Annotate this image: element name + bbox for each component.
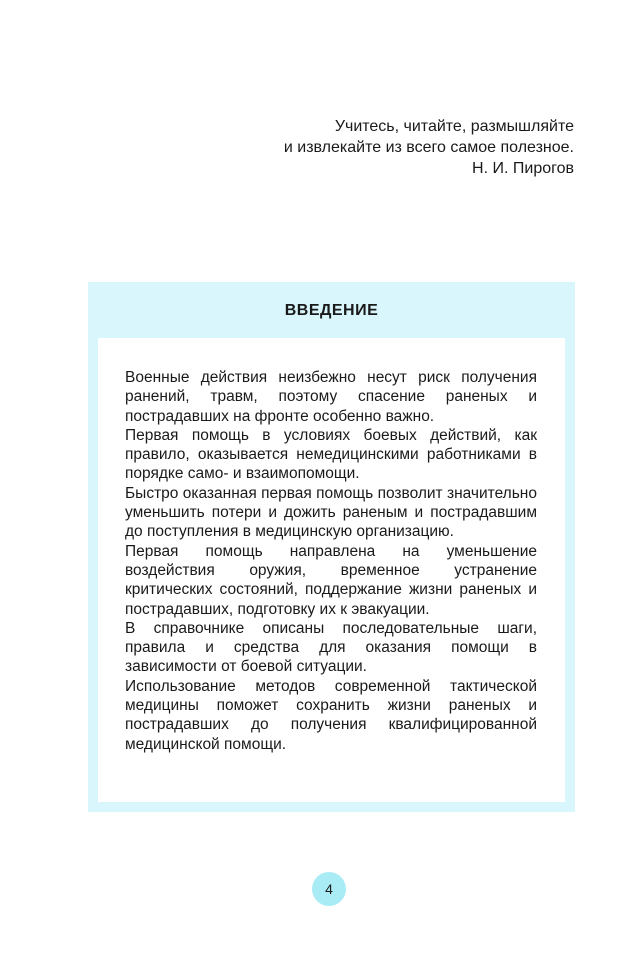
introduction-text [125,368,537,754]
introduction-box [88,282,575,812]
epigraph-author: Н. И. Пирогов [472,160,574,177]
introduction-paragraph: Первая помощь в условиях боевых действий, как правило, оказывается немедицинскими работниками в порядке само- и взаимопомощи. [125,426,537,483]
introduction-paragraph: Первая помощь направлена на уменьшение воздействия оружия, временное устранение критических состояний, поддержание жизни раненых и пострадавших, подготовку их к эвакуации. [125,542,537,618]
introduction-title: ВВЕДЕНИЕ [284,302,379,319]
introduction-body [98,338,565,802]
page-number-badge [312,872,346,906]
epigraph-line: Учитесь, читайте, размышляйте [334,118,574,135]
page-number: 4 [325,881,333,897]
introduction-paragraph: Использование методов современной тактической медицины поможет сохранить жизни раненых и пострадавших до получения квалифицированной медицинской помощи. [125,677,537,753]
introduction-paragraph: В справочнике описаны последовательные шаги, правила и средства для оказания помощи в зависимости от боевой ситуации. [125,619,537,676]
introduction-paragraph: Быстро оказанная первая помощь позволит значительно уменьшить потери и дожить раненым и пострадавшим до поступления в медицинскую организацию. [125,484,537,541]
epigraph-line: и извлекайте из всего самое полезное. [283,139,574,156]
introduction-paragraph: Военные действия неизбежно несут риск получения ранений, травм, поэтому спасение раненых и пострадавших на фронте особенно важно. [125,369,537,425]
epigraph [284,116,574,179]
